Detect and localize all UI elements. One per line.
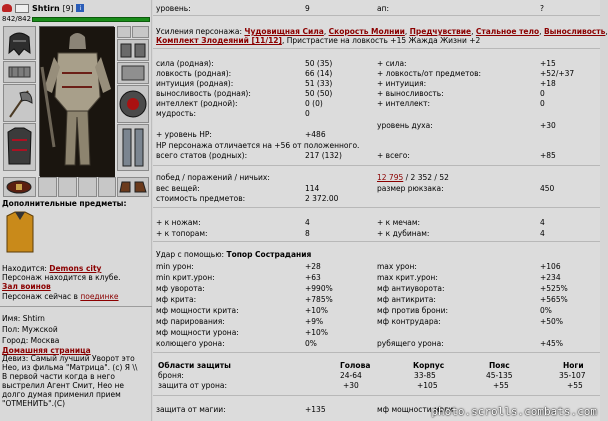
duel-link[interactable]: поединке [80,292,119,301]
hp-diff-text: HP персонажа отличается на +56 от положенного. [156,141,360,150]
location-row: Находится: Demons city [2,264,102,273]
earring-slot-2[interactable] [132,26,149,38]
legs-slot[interactable] [117,124,149,171]
shield-icon [118,86,148,122]
divider [0,306,152,307]
level-value: 9 [305,4,310,13]
boots-icon [118,178,148,196]
wins-link[interactable]: 12 795 [377,173,404,182]
level-hp-value: +486 [305,130,326,139]
clan-icon[interactable] [15,4,29,13]
helmet-icon [4,27,35,59]
strike-row: Удар с помощью: Топор Сострадания [156,250,312,259]
character-name: Shtirn [32,3,60,13]
level-hp-label: + уровень HP: [156,130,212,139]
greaves-icon [118,125,148,170]
cost-label: стоимость предметов: [156,194,246,203]
belt-icon [4,178,35,196]
weight-label: вес вещей: [156,184,200,193]
gloves-icon [118,40,148,60]
club-link[interactable]: Зал воинов [2,282,51,291]
character-header [2,2,84,14]
buffs-line-2: Комплект Злодеяний [11/12], Пристрастие на ловкость +15 Жажда Жизни +2 [156,36,481,45]
buffs-line-1: Усиления персонажа: Чудовищная Сила, Скорость Молнии, Предчувствие, Стальное тело, Выносливость, [156,27,608,36]
club-text: Персонаж находится в клубе. [2,273,121,282]
info-icon[interactable]: i [76,4,84,12]
watermark: photo.scrolls.combats.com [431,405,597,418]
character-panel [0,0,152,421]
buff-link[interactable]: Скорость Молнии [328,27,405,36]
helmet-slot[interactable] [3,26,36,60]
all-label: + всего: [377,151,410,160]
total-stats-value: 217 (132) [305,151,342,160]
buff-link[interactable]: Чудовищная Сила [244,27,324,36]
magic-power-label: мф мощности маги [377,405,454,414]
weight-value: 114 [305,184,320,193]
gauntlet-icon [118,63,148,83]
shirt-icon [3,210,37,254]
divider [153,352,600,353]
boots-slot[interactable] [117,177,149,197]
divider [153,207,600,208]
info-sex: Пол: Мужской [2,325,58,334]
total-stats-label: всего статов (родных): [156,151,248,160]
buff-link[interactable]: Комплект Злодеяний [11/12] [156,36,282,45]
divider [153,165,600,166]
magic-def-label: защита от магии: [156,405,226,414]
duel-row: Персонаж сейчас в поединке [2,292,119,301]
alignment-icon[interactable] [2,4,12,12]
shirt-item[interactable] [3,210,37,254]
shield-slot[interactable] [117,85,149,123]
armor-slot[interactable] [3,123,36,171]
warrior-figure-icon [40,27,115,177]
hp-bar [32,17,150,22]
motto: Девиз: Самый лучший Уворот это Нео, из фильма "Матрица". (с) Я \\ В первой части когда в него выстрелил Агент Смит, Нео не долго думая применил прием "ОТМЕНИТЬ".(С) [2,354,138,408]
divider [153,395,600,396]
buff-link[interactable]: Предчувствие [409,27,472,36]
battles-label: побед / поражений / ничьих: [156,173,270,182]
buff-link[interactable]: Стальное тело [475,27,540,36]
gloves-slot[interactable] [117,39,149,61]
all-value: +85 [540,151,556,160]
divider [153,15,600,16]
bracer-slot[interactable] [3,61,36,83]
amulet-slot-3[interactable] [78,177,97,197]
level-label: уровень: [156,4,191,13]
homepage-link[interactable]: Домашняя страница [2,346,91,355]
info-city: Город: Москва [2,336,60,345]
magic-def-value: +135 [305,405,326,414]
backpack-value: 450 [540,184,555,193]
belt-slot[interactable] [3,177,36,197]
hp-text: 842/842 [2,15,32,23]
divider [153,241,600,242]
character-figure[interactable] [39,26,114,176]
additional-items-label: Дополнительные предметы: [2,199,127,208]
weapon-slot[interactable] [3,84,36,122]
buff-link[interactable]: Выносливость [543,27,606,36]
stats-panel: уровень: 9 ап: ? Усиления персонажа: Чудовищная Сила, Скорость Молнии, Предчувствие, Стальное тело, Выносливость, Комплект Злодеяний [11/12], Пристрастие на ловкость +15 Жажда Жизни +2 сила (родная): 50 (35) + сила: +15 ловкость (родная): 66 (14) + ловкость/от предметов: +52/+37 интуиция (родная): 51 (33) + интуиция: +18 выносливость (родная): 50 (50) + выносливость: 0 интеллект (родной): 0 (0) + интеллект: 0 мудрость: 0 уровень духа: +30 + уровень HP: +486 HP персонажа отличается на +56 от положенного. всего статов (родных): 217 (132) + всего: +85 побед / поражений / ничьих: 12 795 / 2 352 / 52 вес вещей: 114 размер рюкзака: 450 стоимость предметов: 2 372.00 + к ножам: 4 + к мечам: 4 + к топорам: 8 + к дубинам: 4 Удар с помощью: Топор Сострадания min урон: +28 max урон: +106 min крит.урон: +63 max крит.урон: +234 мф уворота: +990% мф антиуворота: +525% мф крита: +785% мф антикрита: +565% мф мощности крита: +10% мф против брони: 0% мф парирования: +9% мф контрудара: +50% мф мощности урона: +10% колющего урона: 0% рубящего урона: +45% Области защиты Голова Корпус Пояс Ноги броня: 24-64 33-85 45-135 35-107 защита от урона: +30 +105 +55 +55 защита от магии: +135 мф мощности маги [153,0,600,421]
info-name: Имя: Shtirn [2,314,45,323]
character-level: [9] [62,3,74,13]
armor-icon [4,124,35,170]
bracer-icon [4,62,35,82]
ap-label: ап: [377,4,390,13]
spirit-label: уровень духа: [377,121,433,130]
amulet-slot-2[interactable] [58,177,77,197]
ap-value: ? [540,4,544,13]
location-link[interactable]: Demons city [49,264,102,273]
earring-slot-1[interactable] [117,26,131,38]
spirit-value: +30 [540,121,556,130]
backpack-label: размер рюкзака: [377,184,444,193]
axe-icon [4,85,35,121]
amulet-slot-4[interactable] [98,177,116,197]
amulet-slot-1[interactable] [38,177,57,197]
cost-value: 2 372.00 [305,194,339,203]
battles-value: 12 795 / 2 352 / 52 [377,173,449,182]
rings-slot[interactable] [117,62,149,84]
divider [153,48,600,49]
